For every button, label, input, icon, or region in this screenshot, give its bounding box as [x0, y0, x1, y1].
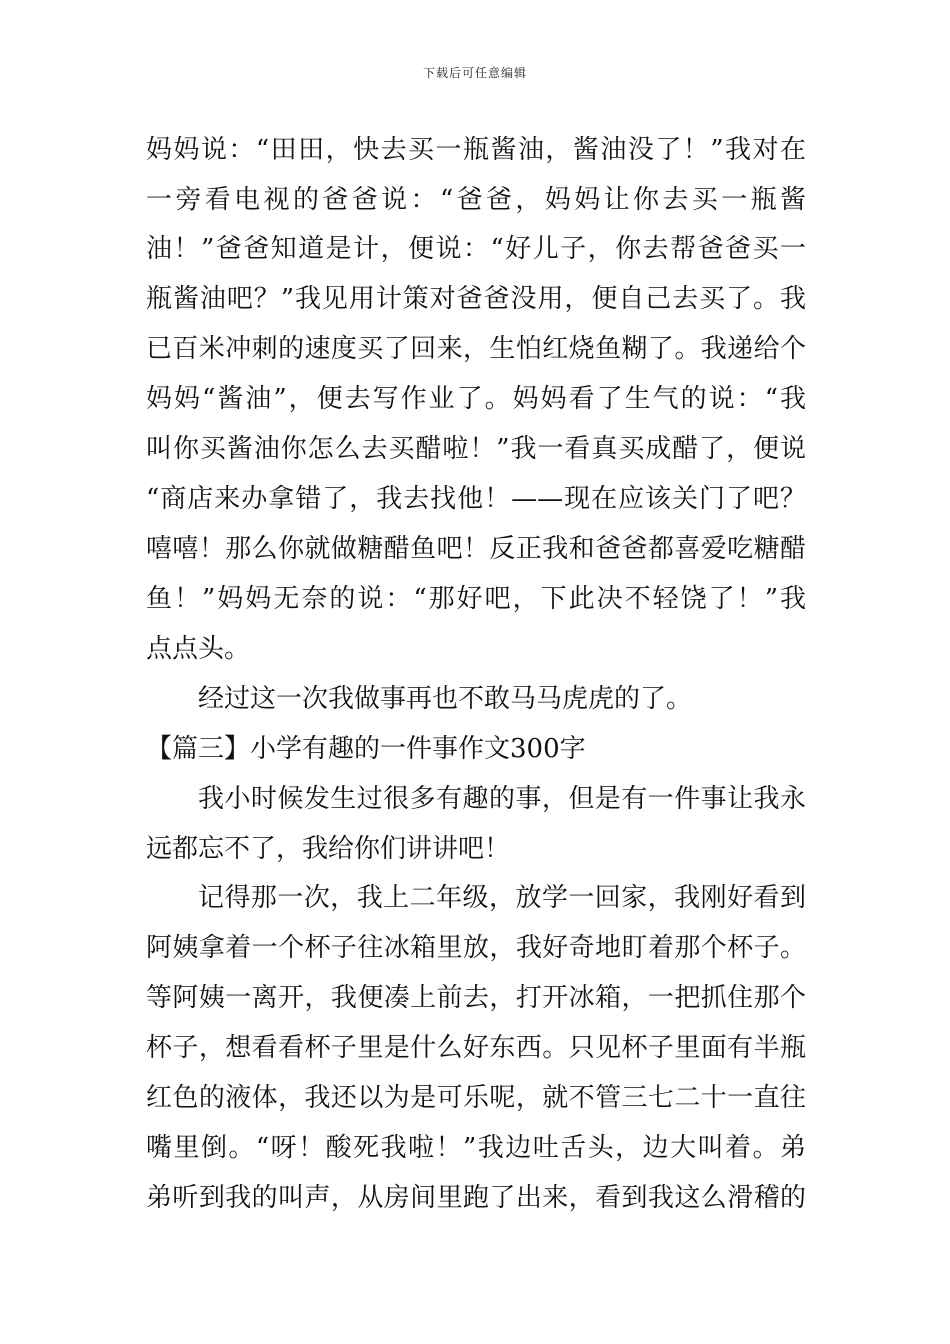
text-line: 等阿姨一离开，我便凑上前去，打开冰箱，一把抓住那个: [146, 983, 806, 1013]
text-line: 鱼！”妈妈无奈的说：“那好吧，下此决不轻饶了！”我: [146, 584, 806, 614]
text-line: 红色的液体，我还以为是可乐呢，就不管三七二十一直往: [146, 1083, 806, 1113]
text-line: 妈妈“酱油”，便去写作业了。妈妈看了生气的说：“我: [146, 384, 806, 414]
text-line: 弟听到我的叫声，从房间里跑了出来，看到我这么滑稽的: [146, 1183, 806, 1213]
page-header: 下载后可任意编辑: [422, 66, 527, 80]
text-line: 油！”爸爸知道是计，便说：“好儿子，你去帮爸爸买一: [146, 234, 806, 264]
text-line: 我小时候发生过很多有趣的事，但是有一件事让我永: [198, 784, 806, 814]
text-line: 嘴里倒。“呀！酸死我啦！”我边吐舌头，边大叫着。弟: [146, 1133, 806, 1163]
text-line: 嘻嘻！那么你就做糖醋鱼吧！反正我和爸爸都喜爱吃糖醋: [146, 534, 806, 564]
text-line: 记得那一次，我上二年级，放学一回家，我刚好看到: [198, 883, 806, 913]
text-line: 已百米冲刺的速度买了回来，生怕红烧鱼糊了。我递给个: [146, 334, 806, 364]
text-line: 点点头。: [146, 634, 251, 664]
text-line: 妈妈说：“田田，快去买一瓶酱油，酱油没了！”我对在: [146, 135, 806, 165]
text-line: “商店来办拿错了，我去找他！——现在应该关门了吧？: [146, 484, 806, 514]
text-line: 远都忘不了，我给你们讲讲吧！: [146, 834, 511, 864]
text-line: 经过这一次我做事再也不敢马马虎虎的了。: [198, 684, 693, 714]
text-line: 瓶酱油吧？”我见用计策对爸爸没用，便自己去买了。我: [146, 284, 806, 314]
section-heading: 【篇三】小学有趣的一件事作文300字: [146, 734, 586, 764]
text-line: 阿姨拿着一个杯子往冰箱里放，我好奇地盯着那个杯子。: [146, 933, 806, 963]
text-line: 一旁看电视的爸爸说：“爸爸，妈妈让你去买一瓶酱: [146, 185, 806, 215]
text-line: 杯子，想看看杯子里是什么好东西。只见杯子里面有半瓶: [146, 1033, 806, 1063]
text-line: 叫你买酱油你怎么去买醋啦！”我一看真买成醋了，便说: [146, 434, 806, 464]
